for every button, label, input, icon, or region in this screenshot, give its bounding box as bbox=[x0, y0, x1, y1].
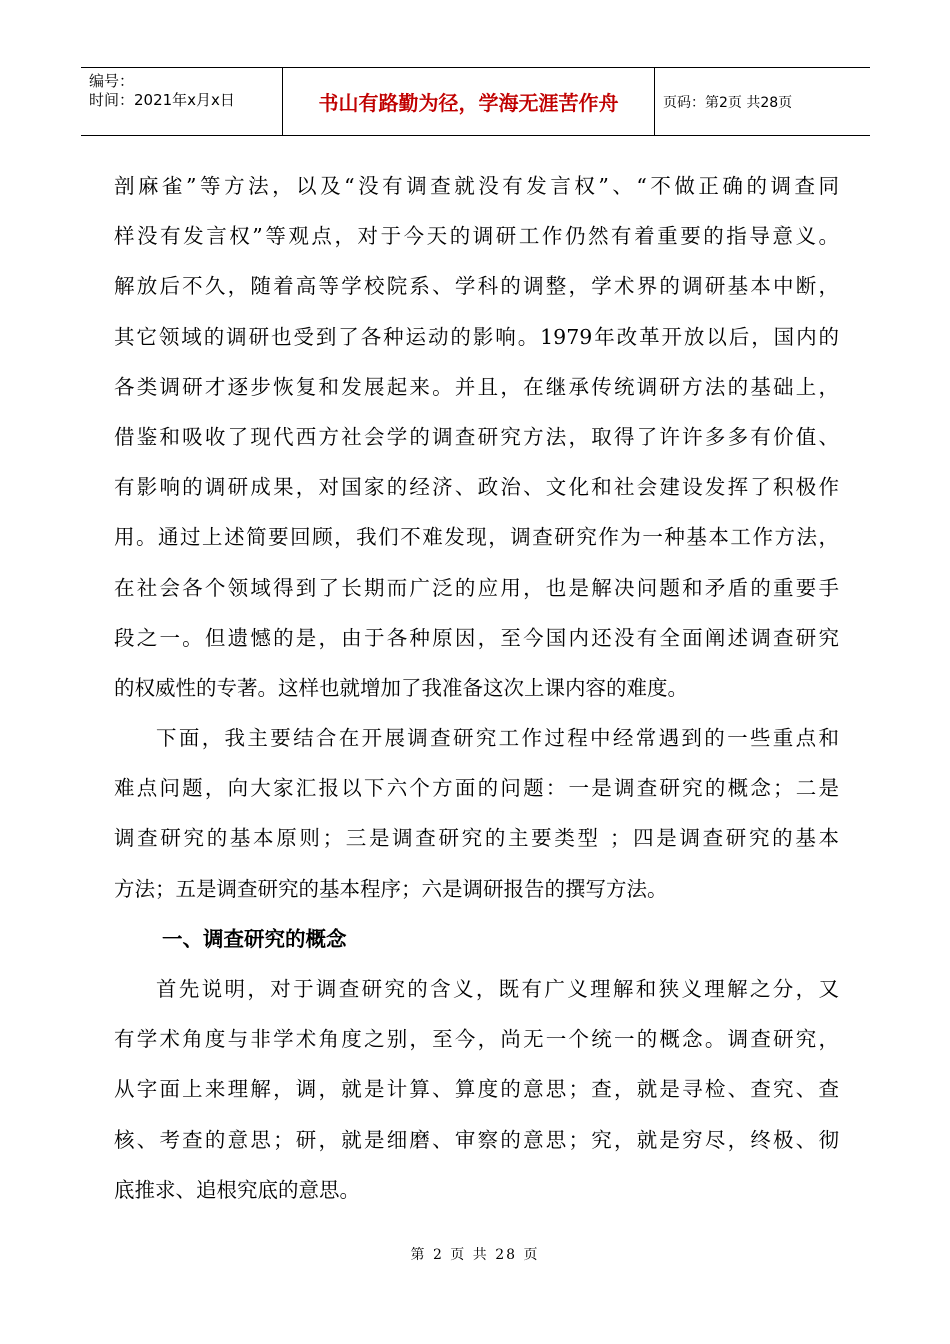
text-line: 样没有发言权”等观点，对于今天的调研工作仍然有着重要的指导意义。 bbox=[114, 224, 839, 249]
time-label: 时间：2021年x月x日 bbox=[89, 91, 235, 109]
text-line: 核、考查的意思；研，就是细磨、审察的意思；究，就是穷尽，终极、彻 bbox=[114, 1127, 839, 1152]
text-line: 方法；五是调查研究的基本程序；六是调研报告的撰写方法。 bbox=[114, 876, 668, 901]
paragraph-3 bbox=[114, 969, 839, 1220]
page-header bbox=[81, 67, 870, 136]
paragraph-1 bbox=[114, 166, 839, 718]
text-line: 借鉴和吸收了现代西方社会学的调查研究方法，取得了许许多多有价值、 bbox=[114, 424, 839, 449]
text-line: 有学术角度与非学术角度之别，至今，尚无一个统一的概念。调查研究， bbox=[114, 1027, 839, 1052]
header-page-info: 页码：第2页 共28页 bbox=[663, 94, 793, 111]
text-line: 其它领域的调研也受到了各种运动的影响。1979年改革开放以后，国内的 bbox=[114, 324, 839, 349]
text-line: 底推求、追根究底的意思。 bbox=[114, 1177, 360, 1202]
text-line: 各类调研才逐步恢复和发展起来。并且，在继承传统调研方法的基础上， bbox=[114, 374, 839, 399]
number-label: 编号： bbox=[89, 72, 135, 90]
text-line: 难点问题，向大家汇报以下六个方面的问题：一是调查研究的概念；二是 bbox=[114, 776, 839, 801]
header-meta bbox=[81, 68, 283, 135]
text-line: 下面，我主要结合在开展调查研究工作过程中经常遇到的一些重点和 bbox=[156, 726, 839, 751]
document-body bbox=[114, 166, 839, 1220]
page-footer: 第 2 页 共 28 页 bbox=[410, 1247, 540, 1263]
text-line: 段之一。但遗憾的是，由于各种原因，至今国内还没有全面阐述调查研究 bbox=[114, 625, 839, 650]
text-line: 从字面上来理解，调，就是计算、算度的意思；查，就是寻检、查究、查 bbox=[114, 1077, 839, 1102]
text-line: 用。通过上述简要回顾，我们不难发现，调查研究作为一种基本工作方法， bbox=[114, 525, 839, 550]
text-line: 首先说明，对于调查研究的含义，既有广义理解和狭义理解之分，又 bbox=[156, 977, 839, 1001]
text-line: 剖麻雀”等方法，以及“没有调查就没有发言权”、“不做正确的调查同 bbox=[114, 174, 839, 198]
header-motto: 书山有路勤为径，学海无涯苦作舟 bbox=[283, 68, 655, 135]
section-heading: 一、调查研究的概念 bbox=[162, 926, 347, 951]
text-line: 有影响的调研成果，对国家的经济、政治、文化和社会建设发挥了积极作 bbox=[114, 475, 839, 500]
paragraph-2 bbox=[114, 718, 839, 919]
text-line: 调查研究的基本原则；三是调查研究的主要类型 ；四是调查研究的基本 bbox=[114, 826, 839, 851]
text-line: 解放后不久，随着高等学校院系、学科的调整，学术界的调研基本中断， bbox=[114, 274, 839, 299]
text-line: 的权威性的专著。这样也就增加了我准备这次上课内容的难度。 bbox=[114, 675, 688, 700]
text-line: 在社会各个领域得到了长期而广泛的应用，也是解决问题和矛盾的重要手 bbox=[114, 575, 839, 600]
